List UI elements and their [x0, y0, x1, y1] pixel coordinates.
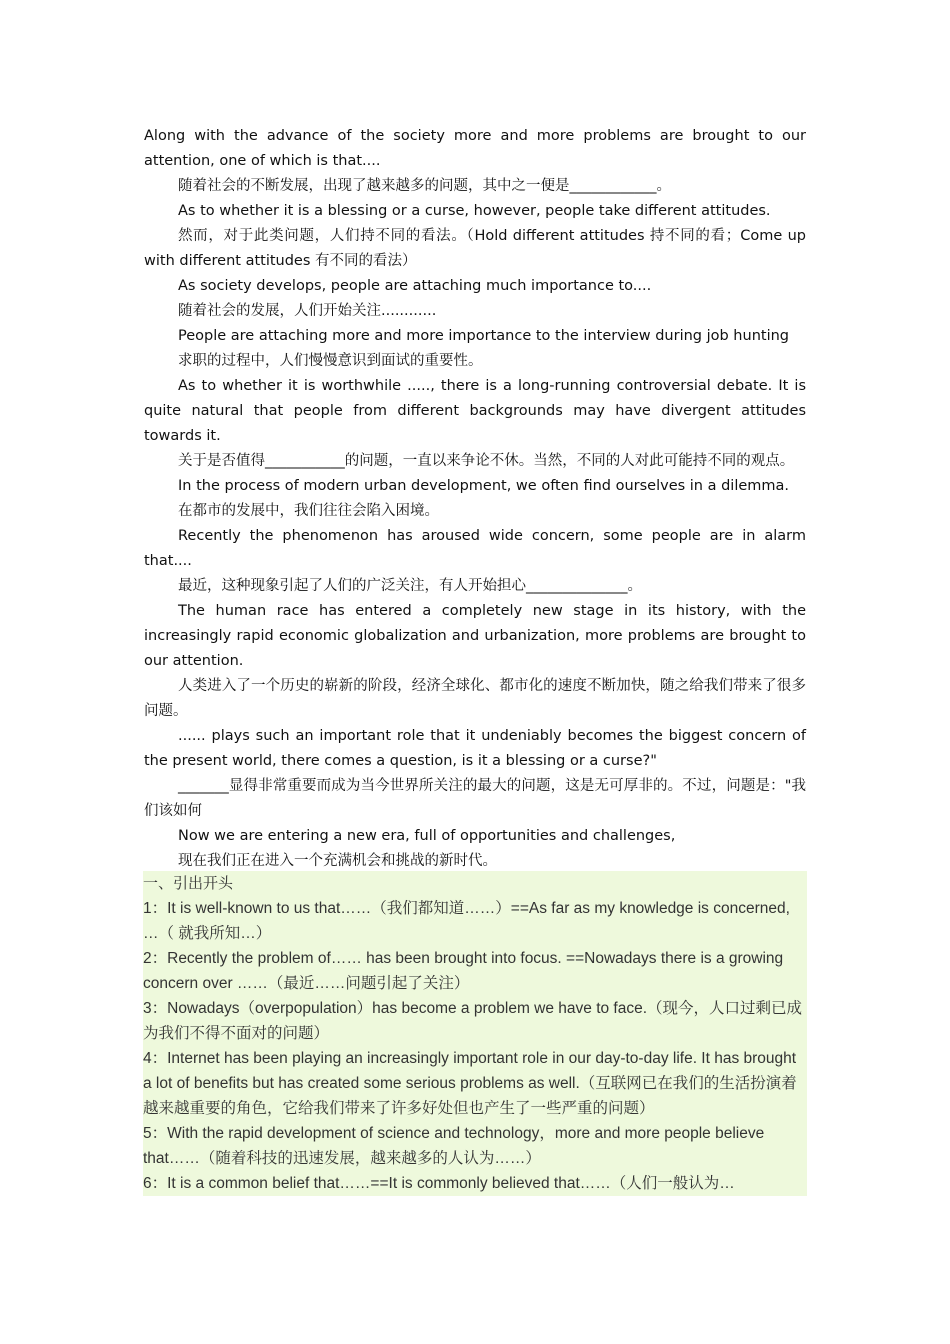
phrase-box [143, 871, 807, 1196]
paragraph: As to whether it is a blessing or a curse, however, people take different attitudes. [178, 203, 771, 219]
paragraph: Recently the phenomenon has aroused wide concern, some people are in alarm that.... [144, 528, 806, 569]
paragraph: 人类进入了一个历史的崭新的阶段，经济全球化、都市化的速度不断加快，随之给我们带来了很多问题。 [144, 678, 806, 719]
list-item: 3：Nowadays（overpopulation）has become a problem we have to face.（现今，人口过剩已成为我们不得不面对的问题） [143, 1000, 803, 1042]
paragraph: In the process of modern urban development, we often find ourselves in a dilemma. [178, 478, 790, 494]
list-item: 4：Internet has been playing an increasingly important role in our day-to-day life. It has brought a lot of benefits but has created some serious problems as well.（互联网已在我们的生活扮演着越来越重要的角色，它给我们带来了许多好处但也产生了一些严重的问题） [143, 1050, 797, 1117]
paragraph: 随着社会的发展，人们开始关注............ [178, 303, 437, 319]
paragraph: 最近，这种现象引起了人们的广泛关注，有人开始担心______________。 [178, 578, 642, 594]
list-item: 6：It is a common belief that……==It is commonly believed that……（人们一般认为… [143, 1175, 735, 1192]
paragraph: Now we are entering a new era, full of opportunities and challenges, [178, 828, 676, 844]
paragraph: 现在我们正在进入一个充满机会和挑战的新时代。 [178, 853, 497, 869]
paragraph: Along with the advance of the society more and more problems are brought to our attention, one of which is that.... [144, 128, 806, 169]
paragraph: 求职的过程中，人们慢慢意识到面试的重要性。 [178, 353, 483, 369]
paragraph: _______显得非常重要而成为当今世界所关注的最大的问题，这是无可厚非的。不过，问题是："我们该如何 [144, 778, 806, 819]
paragraph: 在都市的发展中，我们往往会陷入困境。 [178, 503, 439, 519]
paragraph: The human race has entered a completely new stage in its history, with the increasingly rapid economic globalization and urbanization, more problems are brought to our attention. [144, 603, 806, 669]
paragraph: 随着社会的不断发展，出现了越来越多的问题，其中之一便是____________。 [178, 178, 671, 194]
list-item: 1：It is well-known to us that……（我们都知道……）==As far as my knowledge is concerned, …（ 就我所知…） [143, 900, 790, 942]
paragraph: 关于是否值得___________的问题，一直以来争论不休。当然，不同的人对此可能持不同的观点。 [178, 453, 795, 469]
paragraph: ...... plays such an important role that it undeniably becomes the biggest concern of the present world, there comes a question, is it a blessing or a curse?" [144, 728, 806, 769]
paragraph: As to whether it is worthwhile ....., there is a long-running controversial debate. It is quite natural that people from different backgrounds may have divergent attitudes towards it. [144, 378, 806, 444]
list-item: 5：With the rapid development of science and technology，more and more people believe that……（随着科技的迅速发展，越来越多的人认为……） [143, 1125, 765, 1167]
paragraph: As society develops, people are attaching much importance to.... [178, 278, 652, 294]
paragraph: People are attaching more and more importance to the interview during job hunting [178, 328, 789, 344]
paragraph: 然而，对于此类问题，人们持不同的看法。（Hold different attitudes 持不同的看；Come up with different attitudes 有不同的看法） [144, 228, 806, 269]
list-item: 2：Recently the problem of…… has been brought into focus. ==Nowadays there is a growing concern over ……（最近……问题引起了关注） [143, 950, 784, 992]
section-heading: 一、引出开头 [143, 874, 234, 892]
main-text [144, 124, 806, 874]
